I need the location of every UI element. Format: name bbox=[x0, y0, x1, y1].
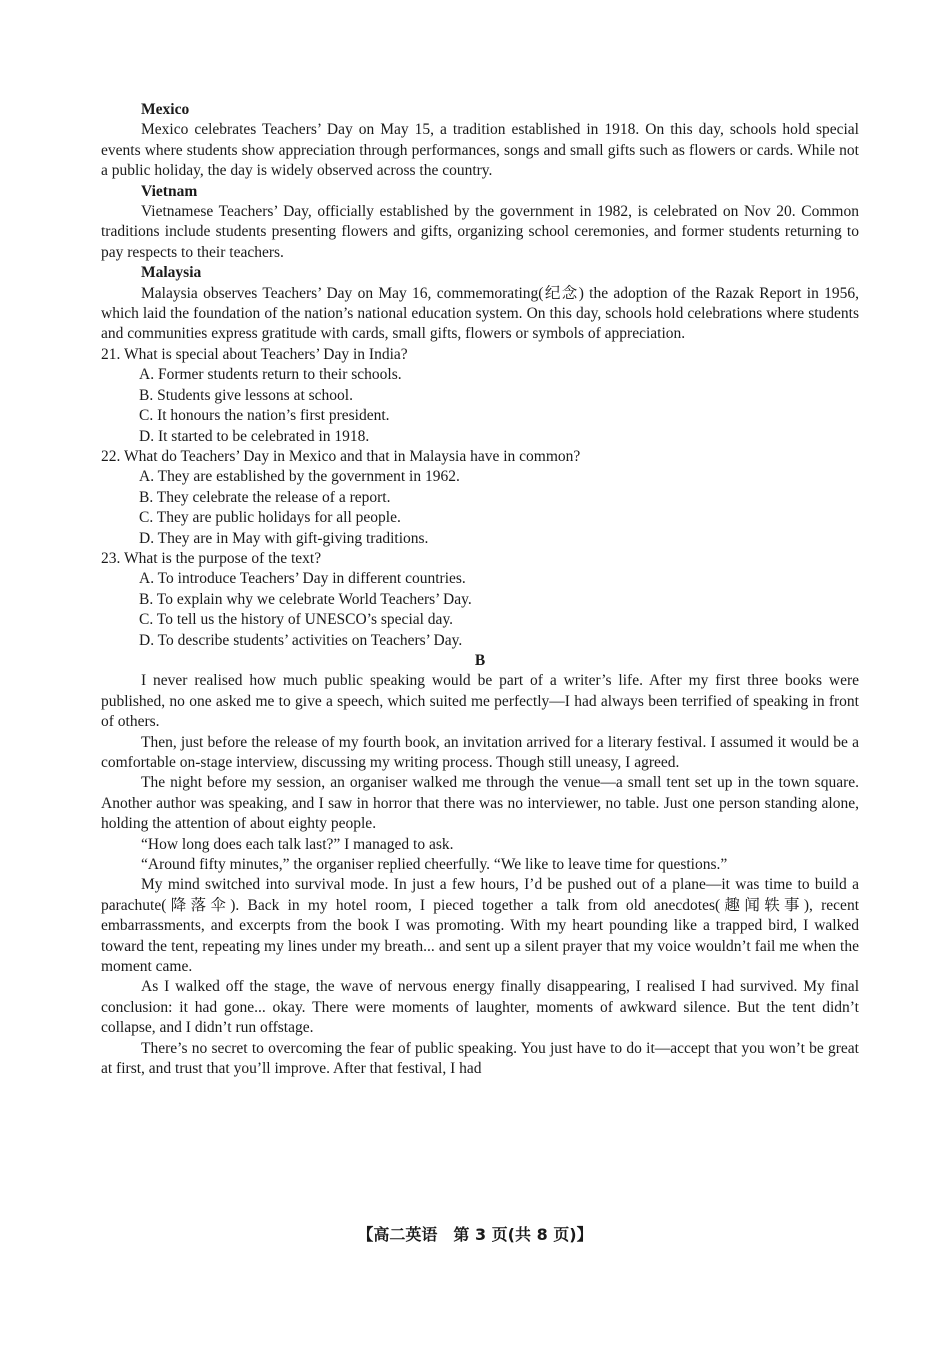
option-a: A. Former students return to their schools. bbox=[139, 366, 402, 384]
passage-paragraph: Then, just before the release of my fourth book, an invitation arrived for a literary festival. I assumed it would be a comfortable on-stage interview, discussing my writing process. Though still uneasy, I agreed. bbox=[101, 733, 859, 771]
section-text: Vietnamese Teachers’ Day, officially established by the government in 1982, is celebrated on Nov 20. Common traditions include students presenting flowers and gifts, organizing school ceremonies, and former students returning to pay respects to their teachers. bbox=[101, 203, 859, 261]
exam-page bbox=[101, 100, 859, 1080]
section-mexico bbox=[101, 100, 859, 182]
question-stem: 23. What is the purpose of the text? bbox=[101, 549, 322, 567]
section-malaysia bbox=[101, 263, 859, 345]
passage-paragraph: “How long does each talk last?” I managed to ask. bbox=[141, 835, 454, 853]
option-c: C. They are public holidays for all people. bbox=[139, 509, 401, 527]
option-d: D. To describe students’ activities on Teachers’ Day. bbox=[139, 631, 463, 649]
question-stem: 22. What do Teachers’ Day in Mexico and that in Malaysia have in common? bbox=[101, 447, 581, 465]
section-text: Malaysia observes Teachers’ Day on May 16, commemorating(纪念) the adoption of the Razak Report in 1956, which laid the foundation of the nation’s national education system. On this day, schools hold celebrations where students and communities express gratitude with cards, small gifts, flowers or symbols of appreciation. bbox=[101, 284, 859, 343]
question-stem: 21. What is special about Teachers’ Day in India? bbox=[101, 345, 408, 363]
option-d: D. They are in May with gift-giving traditions. bbox=[139, 529, 429, 547]
passage-paragraph: “Around fifty minutes,” the organiser replied cheerfully. “We like to leave time for questions.” bbox=[141, 856, 728, 874]
option-b: B. They celebrate the release of a report. bbox=[139, 488, 391, 506]
passage-paragraph: There’s no secret to overcoming the fear of public speaking. You just have to do it—accept that you won’t be great at first, and trust that you’ll improve. After that festival, I had bbox=[101, 1039, 859, 1078]
section-vietnam bbox=[101, 182, 859, 264]
option-d: D. It started to be celebrated in 1918. bbox=[139, 427, 370, 445]
question-22 bbox=[101, 447, 859, 549]
question-23 bbox=[101, 549, 859, 651]
passage-paragraph: As I walked off the stage, the wave of nervous energy finally disappearing, I realised I had survived. My final conclusion: it had gone... okay. There were moments of laughter, moments of awkward silence. But the tent didn’t collapse, and I didn’t run offstage. bbox=[101, 978, 859, 1037]
passage-paragraph: I never realised how much public speaking would be part of a writer’s life. After my first three books were published, no one asked me to give a speech, which suited me perfectly—I had always been terrified of speaking in front of others. bbox=[101, 672, 859, 731]
option-b: B. Students give lessons at school. bbox=[139, 386, 353, 404]
page-footer: 【高二英语 第 3 页(共 8 页)】 bbox=[357, 1225, 593, 1244]
section-text: Mexico celebrates Teachers’ Day on May 15, a tradition established in 1918. On this day, schools hold special events where students show appreciation through performances, songs and small gifts such as flowers or cards. While not a public holiday, the day is widely observed across the country. bbox=[101, 121, 859, 180]
section-heading: Mexico bbox=[141, 101, 190, 118]
part-b-heading: B bbox=[474, 651, 486, 669]
passage-paragraph: My mind switched into survival mode. In just a few hours, I’d be pushed out of a plane—it was time to build a parachute(降落伞). Back in my hotel room, I pieced together a talk from old anecdotes(趣闻轶事), recent embarrassments, and excerpts from the book I was promoting. With my heart pounding like a trapped bird, I walked toward the tent, repeating my lines under my breath... and sent up a silent prayer that my voice wouldn’t fail me when the moment came. bbox=[101, 876, 859, 976]
section-heading: Malaysia bbox=[141, 264, 202, 282]
option-a: A. To introduce Teachers’ Day in different countries. bbox=[139, 570, 466, 588]
option-c: C. It honours the nation’s first president. bbox=[139, 407, 390, 425]
option-c: C. To tell us the history of UNESCO’s special day. bbox=[139, 611, 454, 629]
part-b-passage bbox=[101, 671, 859, 1079]
option-a: A. They are established by the government in 1962. bbox=[139, 468, 460, 486]
section-heading: Vietnam bbox=[141, 182, 198, 200]
option-b: B. To explain why we celebrate World Teachers’ Day. bbox=[139, 590, 472, 608]
question-21 bbox=[101, 345, 859, 447]
passage-paragraph: The night before my session, an organiser walked me through the venue—a small tent set up in the town square. Another author was speaking, and I saw in horror that there was no interviewer, no table. Just one person standing alone, holding the attention of about eighty people. bbox=[101, 774, 859, 833]
